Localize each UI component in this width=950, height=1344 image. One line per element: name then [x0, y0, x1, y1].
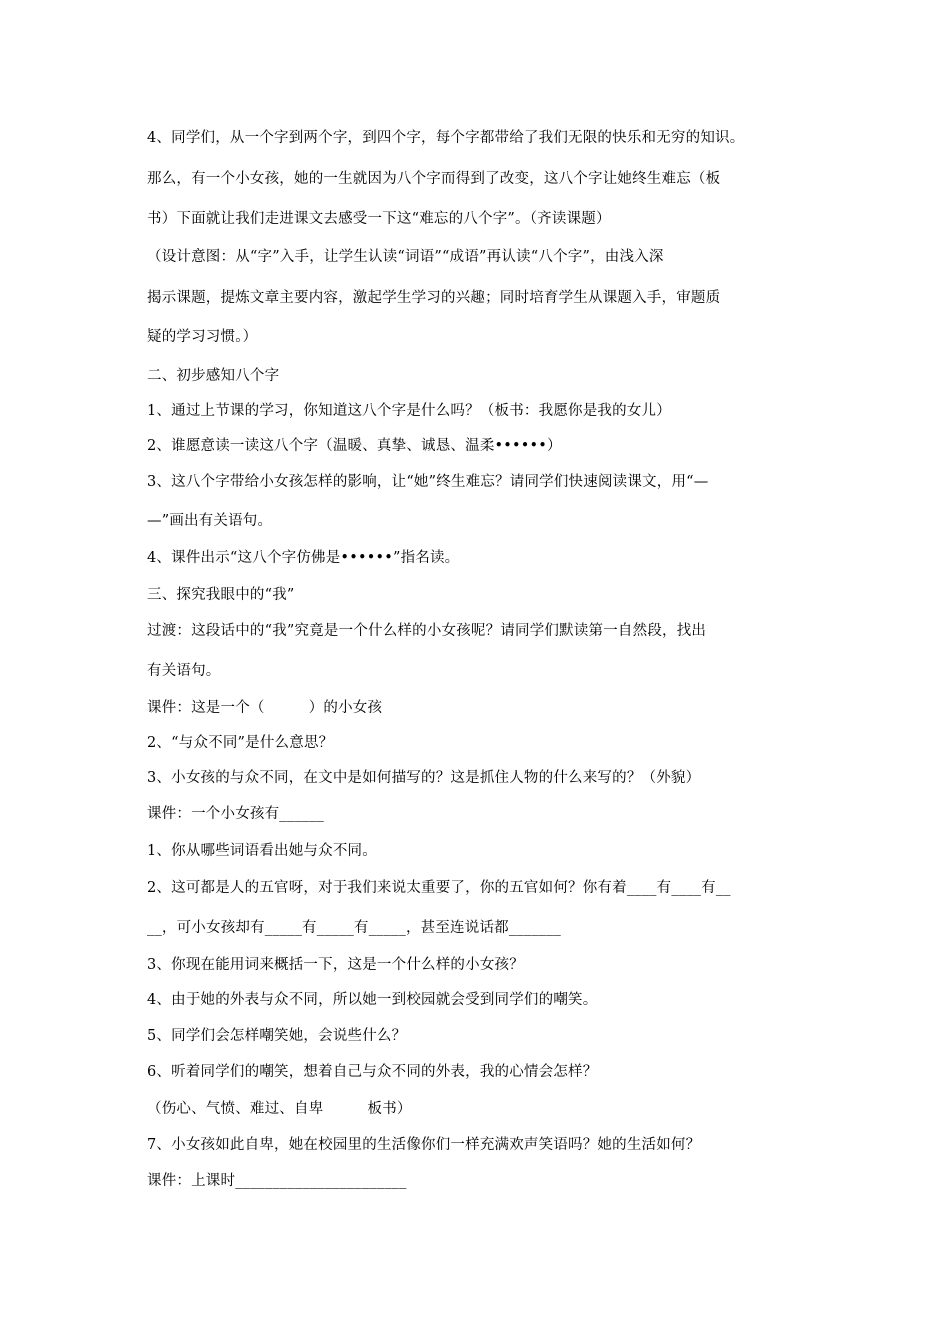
text-line: 揭示课题，提炼文章主要内容，激起学生学习的兴趣；同时培育学生从课题入手，审题质: [147, 290, 721, 306]
text-line: 课件：这是一个（ ）的小女孩: [147, 700, 383, 716]
text-line: 2、“与众不同”是什么意思？: [147, 735, 334, 751]
text-line: 4、同学们，从一个字到两个字，到四个字，每个字都带给了我们无限的快乐和无穷的知识。: [147, 130, 745, 146]
section-heading: 二、初步感知八个字: [147, 368, 280, 384]
text-line: 2、这可都是人的五官呀，对于我们来说太重要了，你的五官如何？你有着____有____有__: [147, 880, 731, 896]
text-line: 3、你现在能用词来概括一下，这是一个什么样的小女孩？: [147, 957, 524, 973]
text-line: 3、小女孩的与众不同，在文中是如何描写的？这是抓住人物的什么来写的？（外貌）: [147, 770, 701, 786]
text-line: 5、同学们会怎样嘲笑她，会说些什么？: [147, 1028, 407, 1044]
text-line: （伤心、气愤、难过、自卑 板书）: [147, 1101, 412, 1117]
text-line: 疑的学习习惯。）: [147, 329, 258, 345]
text-line: （设计意图：从“字”入手，让学生认读“词语”“成语”再认读“八个字”，由浅入深: [147, 249, 664, 265]
text-line: 4、由于她的外表与众不同，所以她一到校园就会受到同学们的嘲笑。: [147, 992, 598, 1008]
text-line: 2、谁愿意读一读这八个字（温暖、真挚、诚恳、温柔••••••）: [147, 438, 562, 454]
text-line: 1、通过上节课的学习，你知道这八个字是什么吗？（板书：我愿你是我的女儿）: [147, 403, 671, 419]
text-line: 课件：一个小女孩有______: [147, 806, 324, 822]
text-line: 3、这八个字带给小女孩怎样的影响，让“她”终生难忘？请同学们快速阅读课文，用“—: [147, 474, 709, 490]
text-line: 7、小女孩如此自卑，她在校园里的生活像你们一样充满欢声笑语吗？她的生活如何？: [147, 1137, 701, 1153]
text-line: __，可小女孩却有_____有_____有_____，甚至连说话都_______: [147, 920, 561, 936]
text-line: 4、课件出示“这八个字仿佛是••••••”指名读。: [147, 550, 460, 566]
text-line: 过渡：这段话中的“我”究竟是一个什么样的小女孩呢？请同学们默读第一自然段，找出: [147, 623, 707, 639]
text-line: —”画出有关语句。: [147, 513, 273, 529]
section-heading: 三、探究我眼中的“我”: [147, 587, 295, 603]
text-line: 课件：上课时_______________________: [147, 1173, 407, 1189]
text-line: 有关语句。: [147, 663, 221, 679]
text-line: 6、听着同学们的嘲笑，想着自己与众不同的外表，我的心情会怎样？: [147, 1064, 598, 1080]
text-line: 那么，有一个小女孩，她的一生就因为八个字而得到了改变，这八个字让她终生难忘（板: [147, 171, 721, 187]
text-line: 书）下面就让我们走进课文去感受一下这“难忘的八个字”。（齐读课题）: [147, 211, 611, 227]
text-line: 1、你从哪些词语看出她与众不同。: [147, 843, 377, 859]
